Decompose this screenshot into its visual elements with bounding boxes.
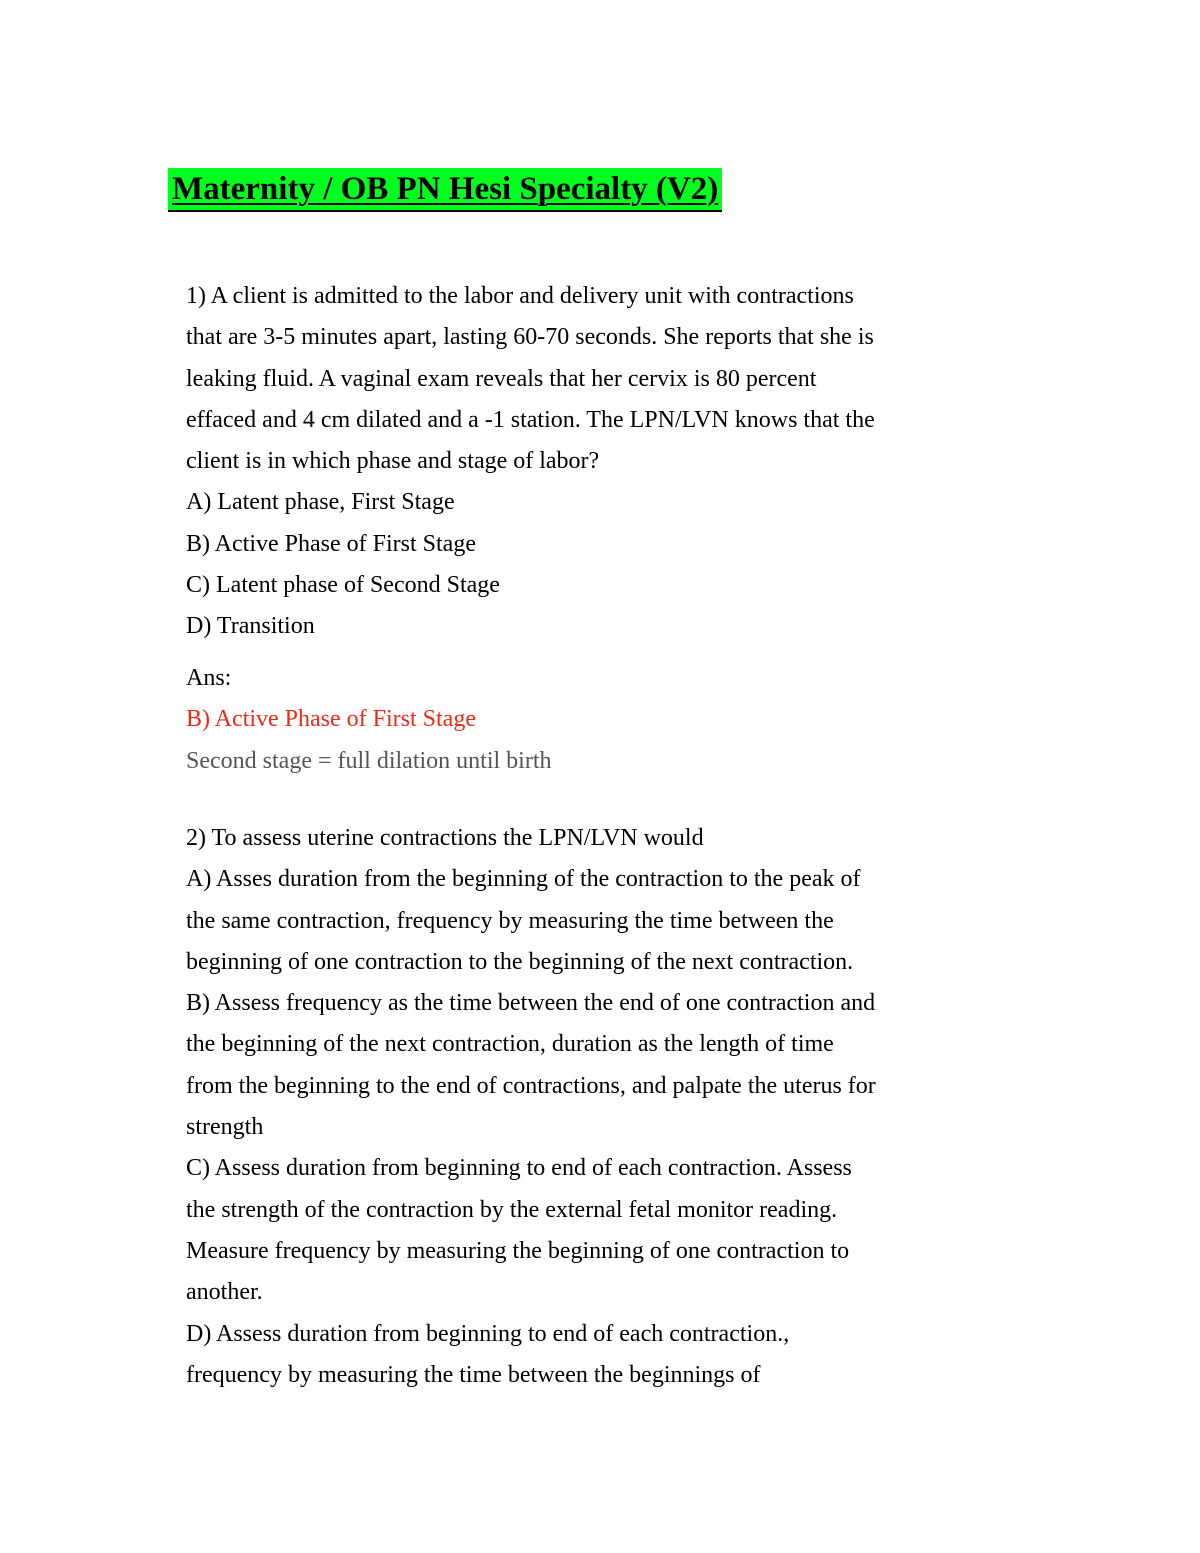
question-2-line: Measure frequency by measuring the beginning of one contraction to [186,1237,850,1264]
question-2-line: beginning of one contraction to the beginning of the next contraction. [186,948,854,975]
document-title: Maternity / OB PN Hesi Specialty (V2) [172,170,719,207]
question-1-line: 1) A client is admitted to the labor and delivery unit with contractions [186,283,854,309]
question-1-line: leaking fluid. A vaginal exam reveals that her cervix is 80 percent [186,365,817,392]
question-1 [186,276,976,648]
answer-explanation: Second stage = full dilation until birth [186,747,552,774]
question-2-line: A) Asses duration from the beginning of the contraction to the peak of [186,866,861,893]
question-2-line: the strength of the contraction by the external fetal monitor reading. [186,1196,838,1223]
question-1-line: client is in which phase and stage of labor? [186,448,600,475]
correct-answer: B) Active Phase of First Stage [186,706,476,733]
question-2-line: another. [186,1279,263,1306]
question-1-answer-block [186,658,976,782]
answer-label: Ans: [186,665,232,691]
question-1-option-a: A) Latent phase, First Stage [186,489,455,516]
question-1-option-c: C) Latent phase of Second Stage [186,572,500,599]
question-2-line: the beginning of the next contraction, duration as the length of time [186,1031,834,1058]
question-2-line: from the beginning to the end of contractions, and palpate the uterus for [186,1072,876,1099]
question-2-line: C) Assess duration from beginning to end of each contraction. Assess [186,1155,852,1182]
question-2-line: the same contraction, frequency by measuring the time between the [186,907,834,934]
question-2-line: B) Assess frequency as the time between the end of one contraction and [186,990,876,1017]
question-1-option-d: D) Transition [186,613,315,640]
title-highlight [168,168,722,212]
question-2 [186,818,976,1396]
question-2-line: frequency by measuring the time between the beginnings of [186,1361,761,1388]
question-1-line: that are 3-5 minutes apart, lasting 60-70 seconds. She reports that she is [186,324,874,351]
question-1-option-b: B) Active Phase of First Stage [186,530,476,557]
question-2-line: 2) To assess uterine contractions the LPN/LVN would [186,825,704,851]
question-2-line: D) Assess duration from beginning to end of each contraction., [186,1320,790,1347]
question-2-line: strength [186,1114,264,1141]
question-1-line: effaced and 4 cm dilated and a -1 station. The LPN/LVN knows that the [186,406,875,433]
